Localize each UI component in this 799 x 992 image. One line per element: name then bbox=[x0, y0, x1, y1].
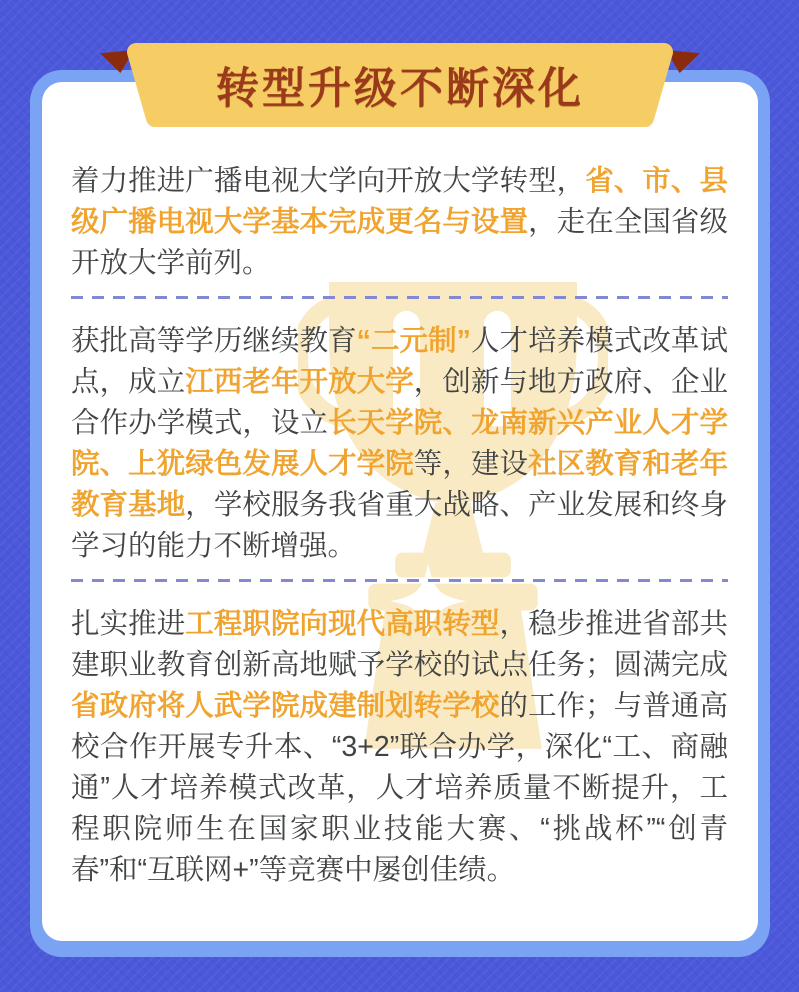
card-inner bbox=[42, 82, 758, 941]
paragraph-1 bbox=[71, 161, 728, 284]
paragraph-3 bbox=[71, 604, 728, 891]
highlighted-text: 江西老年开放大学 bbox=[185, 366, 414, 398]
highlighted-text: 工程职院向现代高职转型 bbox=[185, 608, 500, 640]
highlighted-text: 社区教育和老年教育基地 bbox=[71, 448, 728, 521]
page-title: 转型升级不断深化 bbox=[216, 64, 584, 113]
body-text: 扎实推进 bbox=[71, 608, 186, 640]
body-text: ，创新与地方政府、企业合作办学模式，设立 bbox=[71, 366, 728, 439]
highlighted-text: 省、市、县级广播电视大学基本完成更名与设置 bbox=[71, 165, 728, 238]
highlighted-text: “二元制” bbox=[356, 325, 471, 357]
highlighted-text: 省政府将人武学院成建制划转学校 bbox=[71, 690, 500, 722]
body-text: ，走在全国省级开放大学前列。 bbox=[71, 206, 728, 279]
card-content bbox=[42, 82, 758, 941]
highlighted-text: 长天学院、龙南新兴产业人才学院、上犹绿色发展人才学院 bbox=[71, 407, 728, 480]
paragraph-2 bbox=[71, 321, 728, 567]
body-text: 着力推进广播电视大学向开放大学转型， bbox=[71, 165, 586, 197]
body-text: ，学校服务我省重大战略、产业发展和终身学习的能力不断增强。 bbox=[71, 489, 728, 562]
content-card bbox=[30, 70, 770, 957]
body-text: 的工作；与普通高校合作开展专升本、“3+2”联合办学，深化“工、商融通”人才培养模式改革，人才培养质量不断提升，工程职院师生在国家职业技能大赛、“挑战杯”“创青春”和“互联网+”等竞赛中屡创佳绩。 bbox=[71, 690, 728, 886]
title-banner bbox=[118, 43, 682, 127]
dashed-divider bbox=[71, 579, 728, 582]
body-text: ，稳步推进省部共建职业教育创新高地赋予学校的试点任务；圆满完成 bbox=[71, 608, 728, 681]
body-text: 人才培养模式改革试点，成立 bbox=[71, 325, 728, 398]
body-text: 等，建设 bbox=[413, 448, 529, 480]
body-text: 获批高等学历继续教育 bbox=[71, 325, 357, 357]
dashed-divider bbox=[71, 296, 728, 299]
